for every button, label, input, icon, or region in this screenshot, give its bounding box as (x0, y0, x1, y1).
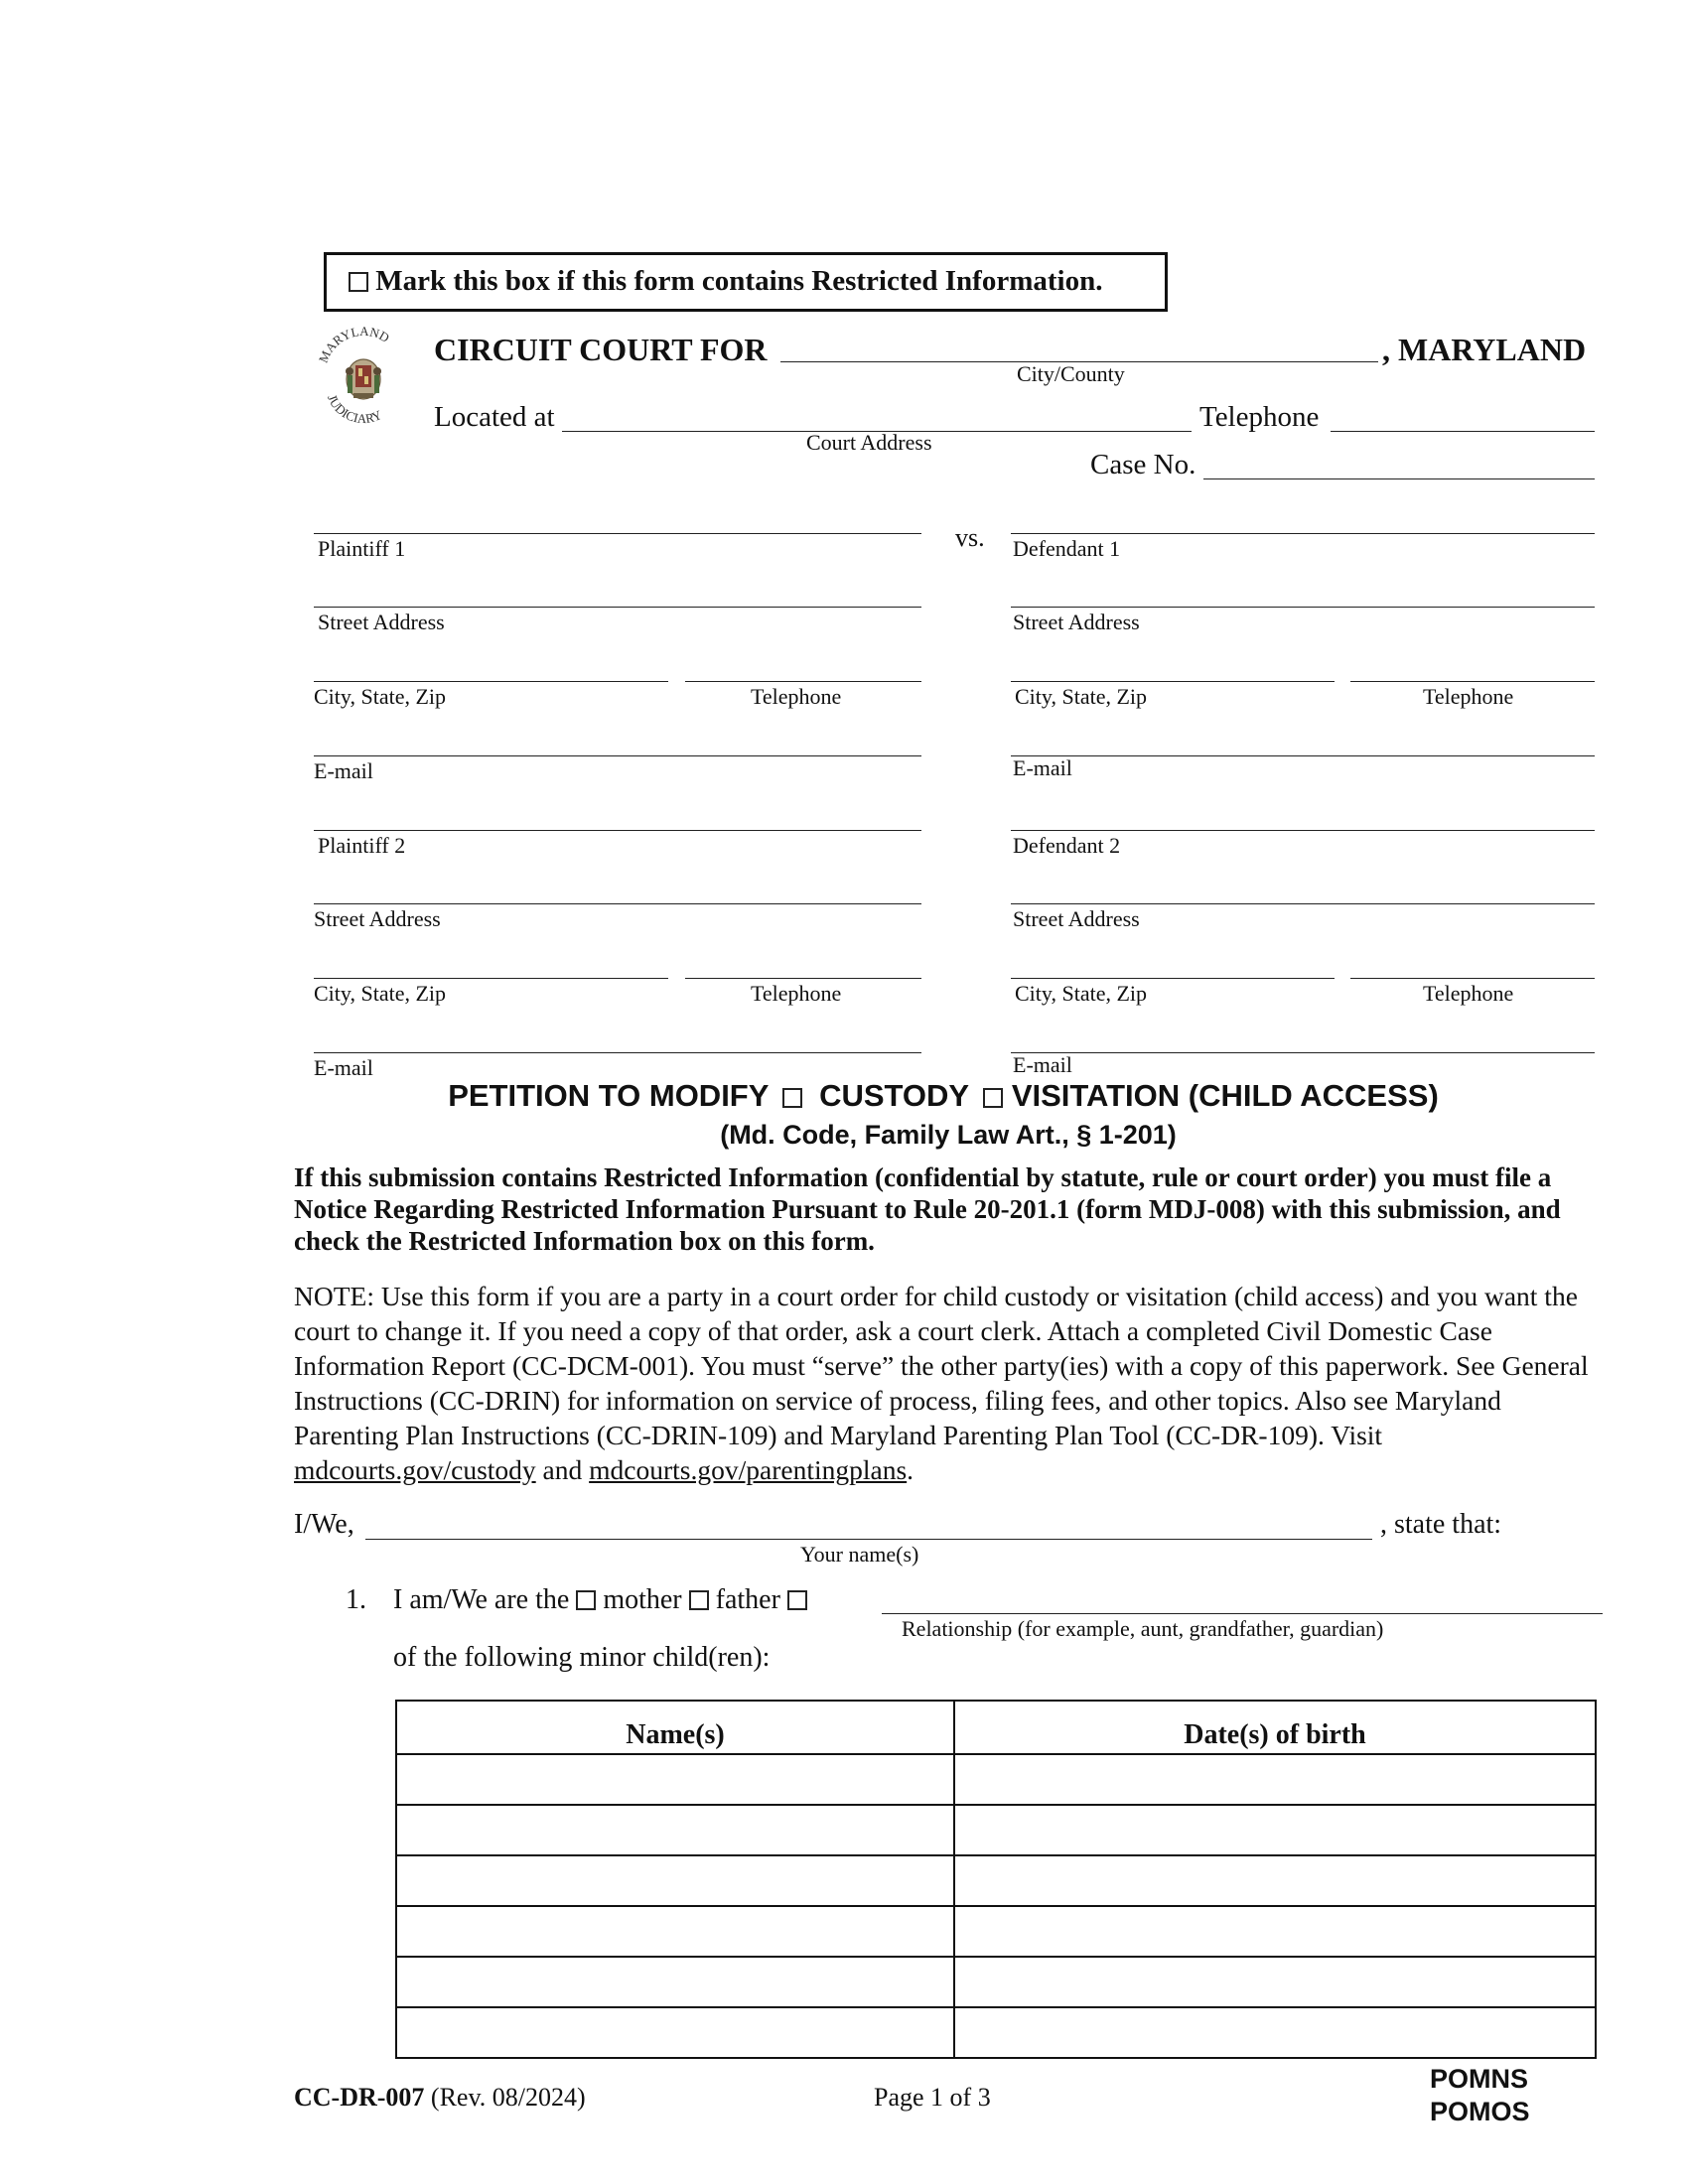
child-dob-cell[interactable] (954, 1906, 1596, 1957)
note-label: NOTE (294, 1281, 367, 1311)
custody-label: CUSTODY (819, 1078, 969, 1113)
defendant1-city-caption: City, State, Zip (1015, 684, 1148, 709)
defendant1-email-caption: E-mail (1013, 755, 1072, 780)
defendant1-caption: Defendant 1 (1013, 536, 1121, 561)
petition-title (0, 1078, 1688, 1114)
mother-checkbox[interactable] (576, 1590, 596, 1610)
defendant1-city-line[interactable] (1011, 681, 1335, 682)
state-that-label: , state that: (1380, 1509, 1502, 1540)
child-name-cell[interactable] (396, 1855, 954, 1906)
defendant1-line[interactable] (1011, 533, 1595, 534)
defendant2-email-line[interactable] (1011, 1052, 1595, 1053)
relationship-line[interactable] (882, 1613, 1603, 1614)
plaintiff2-caption: Plaintiff 2 (318, 833, 406, 858)
your-names-caption: Your name(s) (800, 1542, 919, 1567)
restricted-info-checkbox[interactable] (349, 272, 368, 292)
defendant1-telephone-caption: Telephone (1423, 684, 1514, 709)
note-paragraph (294, 1279, 1603, 1487)
footer-codes (1430, 2063, 1530, 2128)
defendant2-caption: Defendant 2 (1013, 833, 1121, 858)
seal-bottom-text: JUDICIARY (324, 392, 384, 427)
seal-top-text: MARYLAND (315, 323, 392, 365)
petition-subtitle: (Md. Code, Family Law Art., § 1-201) (720, 1120, 1177, 1150)
plaintiff2-street-line[interactable] (314, 903, 921, 904)
maryland-judiciary-seal (314, 316, 413, 443)
child-name-cell[interactable] (396, 1957, 954, 2007)
footer-code-1: POMNS (1430, 2064, 1529, 2094)
defendant1-street-caption: Street Address (1013, 610, 1140, 634)
visitation-label: VISITATION (CHILD ACCESS) (1011, 1078, 1439, 1113)
maryland-label: , MARYLAND (1382, 332, 1587, 367)
plaintiff2-city-line[interactable] (314, 978, 668, 979)
table-row (396, 1855, 1596, 1906)
plaintiff2-telephone-line[interactable] (685, 978, 921, 979)
circuit-court-for-label: CIRCUIT COURT FOR (434, 332, 768, 367)
court-telephone-label: Telephone (1199, 401, 1320, 433)
defendant2-street-line[interactable] (1011, 903, 1595, 904)
relationship-caption: Relationship (for example, aunt, grandfather, guardian) (902, 1616, 1384, 1641)
defendant2-street-caption: Street Address (1013, 906, 1140, 931)
plaintiff1-line[interactable] (314, 533, 921, 534)
defendant1-telephone-line[interactable] (1350, 681, 1595, 682)
defendant1-street-line[interactable] (1011, 607, 1595, 608)
defendant2-telephone-caption: Telephone (1423, 981, 1514, 1006)
defendant2-city-line[interactable] (1011, 978, 1335, 979)
footer-form-id (294, 2083, 586, 2113)
note-end: . (907, 1454, 914, 1485)
custody-checkbox[interactable] (782, 1088, 802, 1108)
names-header: Name(s) (396, 1701, 954, 1754)
parenting-plans-link[interactable]: mdcourts.gov/parentingplans (589, 1454, 908, 1485)
footer-code-2: POMOS (1430, 2097, 1530, 2126)
plaintiff1-street-line[interactable] (314, 607, 921, 608)
court-telephone-line[interactable] (1331, 431, 1595, 432)
seal-emblem-icon (346, 359, 381, 399)
restricted-info-notice (324, 252, 1168, 312)
petition-title-prefix: PETITION TO MODIFY (448, 1078, 769, 1113)
child-dob-cell[interactable] (954, 1754, 1596, 1805)
plaintiff1-telephone-caption: Telephone (751, 684, 842, 709)
plaintiff1-email-line[interactable] (314, 755, 921, 756)
table-row (396, 1957, 1596, 2007)
form-revision: (Rev. 08/2024) (424, 2083, 586, 2112)
item1-relationship-row (393, 1584, 807, 1616)
page-number: Page 1 of 3 (874, 2083, 991, 2112)
note-and: and (535, 1454, 590, 1485)
table-row (396, 1906, 1596, 1957)
your-names-line[interactable] (365, 1539, 1372, 1540)
child-name-cell[interactable] (396, 1805, 954, 1855)
item1-number: 1. (346, 1584, 366, 1615)
iwe-label: I/We, (294, 1509, 354, 1540)
restricted-info-label: Mark this box if this form contains Restricted Information. (375, 265, 1103, 297)
child-dob-cell[interactable] (954, 1957, 1596, 2007)
case-no-line[interactable] (1203, 478, 1595, 479)
child-dob-cell[interactable] (954, 2007, 1596, 2058)
form-id: CC-DR-007 (294, 2083, 425, 2112)
table-row (396, 1754, 1596, 1805)
plaintiff2-email-caption: E-mail (314, 1055, 373, 1080)
other-relationship-checkbox[interactable] (787, 1590, 807, 1610)
mother-label: mother (603, 1584, 682, 1615)
dob-header: Date(s) of birth (954, 1701, 1596, 1754)
case-no-label: Case No. (1090, 449, 1196, 480)
court-address-caption: Court Address (806, 430, 932, 455)
item1-text: I am/We are the (393, 1584, 570, 1615)
plaintiff1-telephone-line[interactable] (685, 681, 921, 682)
plaintiff2-email-line[interactable] (314, 1052, 921, 1053)
children-table (395, 1700, 1597, 2059)
father-checkbox[interactable] (689, 1590, 709, 1610)
child-dob-cell[interactable] (954, 1855, 1596, 1906)
visitation-checkbox[interactable] (983, 1088, 1003, 1108)
plaintiff2-city-caption: City, State, Zip (314, 981, 447, 1006)
located-at-label: Located at (434, 401, 555, 433)
plaintiff1-email-caption: E-mail (314, 758, 373, 783)
plaintiff1-city-caption: City, State, Zip (314, 684, 447, 709)
defendant1-email-line[interactable] (1011, 755, 1595, 756)
plaintiff1-city-line[interactable] (314, 681, 668, 682)
custody-link[interactable]: mdcourts.gov/custody (294, 1454, 536, 1485)
note-text: : Use this form if you are a party in a court order for child custody or visitation (child access) and you want the court to change it. If you need a copy of that order, ask a court clerk. Attach a completed Civil Domestic Case Information Report (CC-DCM-001). You must “serve” the other party(ies) with a copy of this paperwork. See General Instructions (CC-DRIN) for information on service of process, filing fees, and other topics. Also see Maryland Parenting Plan Instructions (CC-DRIN-109) and Maryland Parenting Plan Tool (CC-DR-109). Visit (294, 1281, 1589, 1450)
defendant2-telephone-line[interactable] (1350, 978, 1595, 979)
child-name-cell[interactable] (396, 1754, 954, 1805)
vs-label: vs. (955, 523, 985, 552)
plaintiff2-telephone-caption: Telephone (751, 981, 842, 1006)
restricted-info-paragraph: If this submission contains Restricted Information (confidential by statute, rule or court order) you must file a Notice Regarding Restricted Information Pursuant to Rule 20-201.1 (form MDJ-008) with this submission, and check the Restricted Information box on this form. (294, 1162, 1561, 1256)
plaintiff1-caption: Plaintiff 1 (318, 536, 406, 561)
plaintiff2-line[interactable] (314, 830, 921, 831)
child-name-cell[interactable] (396, 2007, 954, 2058)
father-label: father (715, 1584, 780, 1615)
children-table-header (396, 1701, 1596, 1754)
child-dob-cell[interactable] (954, 1805, 1596, 1855)
table-row (396, 1805, 1596, 1855)
plaintiff1-street-caption: Street Address (318, 610, 445, 634)
table-row (396, 2007, 1596, 2058)
following-children-label: of the following minor child(ren): (393, 1642, 771, 1673)
child-name-cell[interactable] (396, 1906, 954, 1957)
plaintiff2-street-caption: Street Address (314, 906, 441, 931)
defendant2-city-caption: City, State, Zip (1015, 981, 1148, 1006)
defendant2-line[interactable] (1011, 830, 1595, 831)
defendant2-email-caption: E-mail (1013, 1052, 1072, 1077)
city-county-caption: City/County (1017, 361, 1125, 386)
